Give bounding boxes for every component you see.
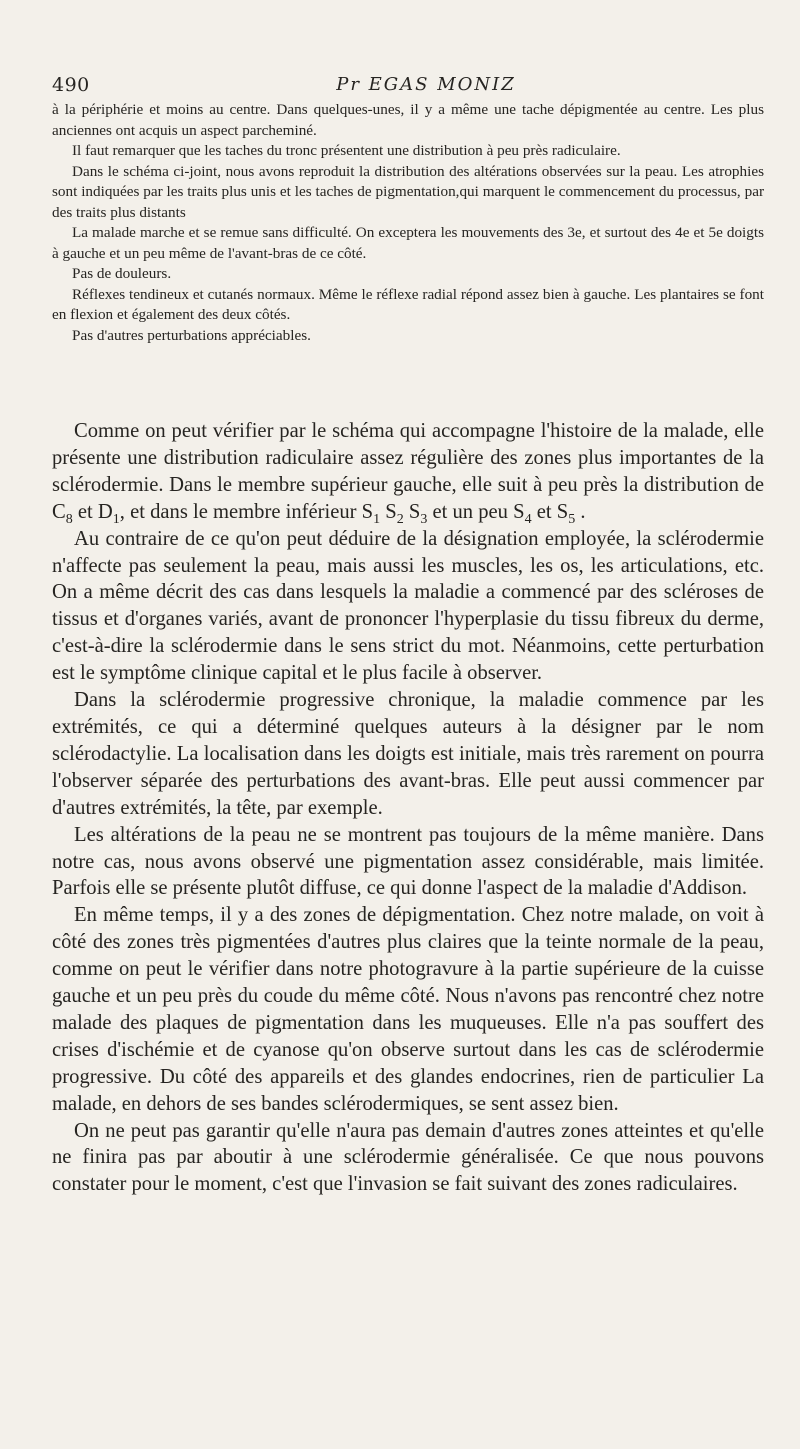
case-note-paragraph: Pas de douleurs. bbox=[72, 265, 172, 282]
case-note-paragraph: Dans le schéma ci-joint, nous avons reproduit la distribution des altérations observées sur la peau. Les atrophies sont indiquées par les traits plus unis et les taches de pigmentation,qui marquent le commencement du processus, par des traits plus distants bbox=[52, 162, 764, 221]
case-note-paragraph: La malade marche et se remue sans difficulté. On exceptera les mouvements des 3e, et surtout des 4e et 5e doigts à gauche et un peu même de l'avant-bras de ce côté. bbox=[52, 224, 764, 262]
body-paragraph: Au contraire de ce qu'on peut déduire de la désignation employée, la sclérodermie n'affecte pas seulement la peau, mais aussi les muscles, les os, les articulations, etc. On a même décrit des cas dans lesquels la maladie a commencé par des scléroses de tissus et d'organes variés, avant de prononcer l'hyperplasie du tissu fibreux du derme, c'est-à-dire la sclérodermie dans le sens strict du mot. Néanmoins, cette perturbation est le symptôme clinique capital et le plus facile à observer. bbox=[52, 527, 764, 685]
case-note-paragraph: à la périphérie et moins au centre. Dans quelques-unes, il y a même une tache dépigmentée au centre. Les plus anciennes ont acquis un aspect parcheminé. bbox=[52, 101, 764, 139]
body-paragraph: Comme on peut vérifier par le schéma qui accompagne l'histoire de la malade, elle présente une distribution radiculaire assez régulière des zones plus importantes de la sclérodermie. Dans le membre supérieur gauche, elle suit à peu près la distribution de $C_8$ et $D_1$, et dans le membre inférieur $S_1$ $S_2$ $S_3$ et un peu $S_4$ et $S_5$ . bbox=[52, 420, 764, 527]
main-text bbox=[52, 418, 764, 1198]
body-paragraph: Dans la sclérodermie progressive chronique, la maladie commence par les extrémités, ce qui a déterminé quelques auteurs à la désigner par le nom sclérodactylie. La localisation dans les doigts est initiale, mais très rarement on pourra l'observer séparée des perturbations des avant-bras. Elle peut aussi commencer par d'autres extrémités, la tête, par exemple. bbox=[52, 689, 764, 819]
body-paragraph: On ne peut pas garantir qu'elle n'aura pas demain d'autres zones atteintes et qu'elle ne finira pas par aboutir à une sclérodermie généralisée. Ce que nous pouvons constater pour le moment, c'est que l'invasion se fait suivant des zones radiculaires. bbox=[52, 1119, 764, 1196]
running-head: Pr EGAS MONIZ bbox=[336, 74, 516, 95]
case-note-paragraph: Pas d'autres perturbations appréciables. bbox=[72, 326, 311, 344]
body-paragraph: En même temps, il y a des zones de dépigmentation. Chez notre malade, on voit à côté des zones très pigmentées d'autres plus claires que la teinte normale de la peau, comme on peut le vérifier dans notre photogravure à la partie supérieure de la cuisse gauche et un peu près du coude du même côté. Nous n'avons pas rencontré chez notre malade des plaques de pigmentation dans les muqueuses. Elle n'a pas souffert des crises d'ischémie et de cyanose qu'on observe surtout dans les cas de sclérodermie progressive. Du côté des appareils et des glandes endocrines, rien de particulier La malade, en dehors de ses bandes sclérodermiques, se sent assez bien. bbox=[52, 904, 764, 1115]
page-header bbox=[52, 74, 760, 100]
body-paragraph: Les altérations de la peau ne se montrent pas toujours de la même manière. Dans notre cas, nous avons observé une pigmentation assez considérable, mais limitée. Parfois elle se présente plutôt diffuse, ce qui donne l'aspect de la maladie d'Addison. bbox=[52, 823, 764, 900]
case-note-paragraph: Réflexes tendineux et cutanés normaux. Même le réflexe radial répond assez bien à gauche. Les plantaires se font en flexion et également des deux côtés. bbox=[52, 285, 764, 323]
case-notes bbox=[52, 100, 764, 346]
page-number: 490 bbox=[52, 74, 90, 96]
case-note-paragraph: Il faut remarquer que les taches du tronc présentent une distribution à peu près radiculaire. bbox=[72, 142, 621, 159]
